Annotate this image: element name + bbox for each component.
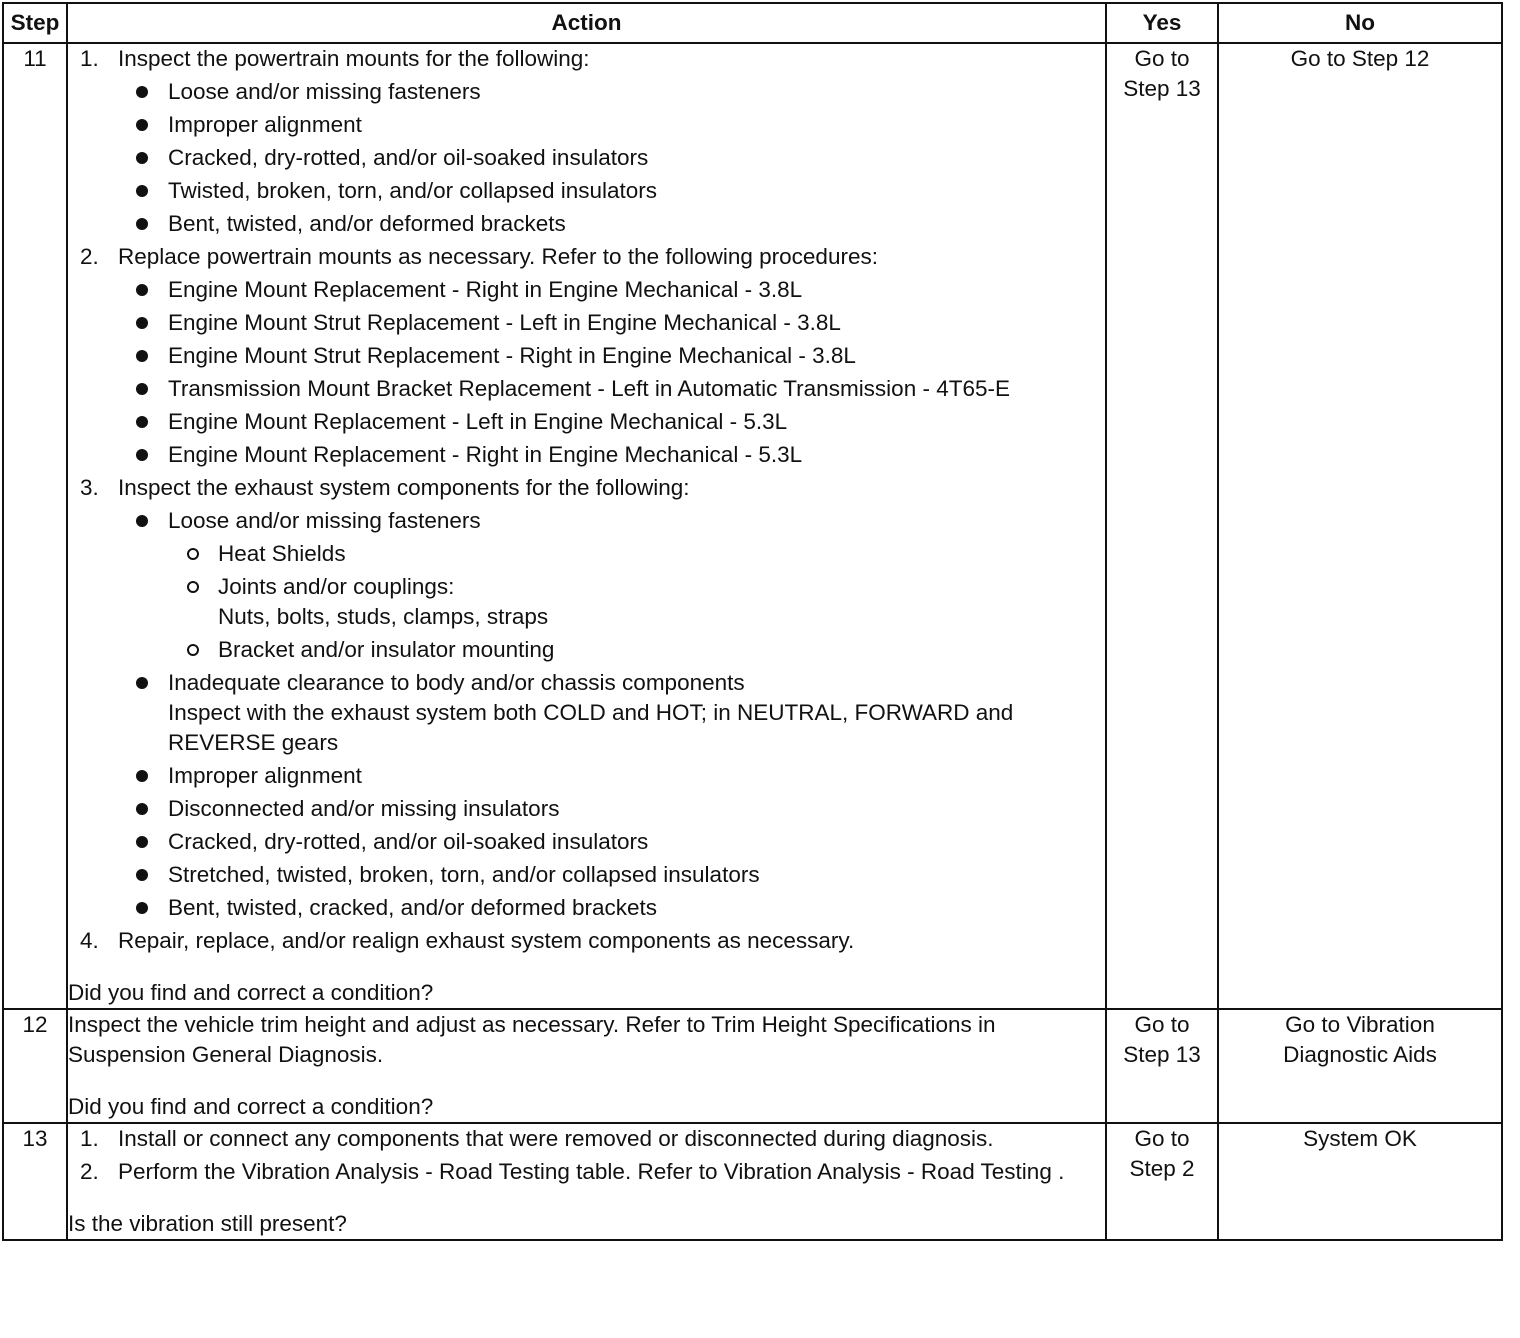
bullet-text: Twisted, broken, torn, and/or collapsed insulators [168,178,658,203]
sub-bullet-item [168,539,1105,569]
yes-line: Step 13 [1123,76,1201,101]
bullet-item [118,794,1105,824]
bullet-item [118,860,1105,890]
item-number: 4. [80,928,99,953]
sub-bullet-icon [187,581,199,593]
bullet-item [118,143,1105,173]
bullet-text: Engine Mount Replacement - Left in Engine Mechanical - 5.3L [168,409,788,434]
bullet-item [118,506,1105,665]
item-text: Inspect the exhaust system components for the following: [118,475,690,500]
bullet-text: Cracked, dry-rotted, and/or oil-soaked insulators [168,145,649,170]
no-line: Go to Vibration [1285,1012,1435,1037]
bullet-item [118,308,1105,338]
bullet-list [118,275,1105,470]
step-number: 12 [3,1009,67,1123]
item-text: Install or connect any components that were removed or disconnected during diagnosis. [118,1126,994,1151]
bullet-icon [136,152,148,164]
header-action: Action [67,3,1106,43]
bullet-item [118,893,1105,923]
bullet-text: Improper alignment [168,763,362,788]
bullet-icon [136,284,148,296]
bullet-text: Loose and/or missing fasteners [168,508,481,533]
bullet-text: Engine Mount Strut Replacement - Right in Engine Mechanical - 3.8L [168,343,856,368]
bullet-item [118,407,1105,437]
bullet-text: Disconnected and/or missing insulators [168,796,560,821]
yes-line: Step 2 [1129,1156,1195,1181]
bullet-item [118,77,1105,107]
bullet-icon [136,218,148,230]
bullet-item [118,440,1105,470]
list-item [68,44,1105,239]
bullet-item [118,761,1105,791]
table-row [3,1123,1502,1240]
action-cell [67,1009,1106,1123]
no-cell[interactable] [1218,1009,1502,1123]
bullet-text: Inadequate clearance to body and/or chassis components [168,670,745,695]
list-item [68,1157,1105,1187]
yes-line: Go to [1134,46,1190,71]
bullet-text: Improper alignment [168,112,362,137]
no-line: System OK [1303,1126,1417,1151]
yes-cell[interactable] [1106,1123,1218,1240]
bullet-icon [136,185,148,197]
bullet-text: Transmission Mount Bracket Replacement - Left in Automatic Transmission - 4T65-E [168,376,1010,401]
item-number: 1. [80,46,99,71]
bullet-text: Engine Mount Strut Replacement - Left in Engine Mechanical - 3.8L [168,310,841,335]
bullet-icon [136,416,148,428]
header-step: Step [3,3,67,43]
step-number: 11 [3,43,67,1009]
item-text: Replace powertrain mounts as necessary. Refer to the following procedures: [118,244,878,269]
bullet-text: Bent, twisted, cracked, and/or deformed brackets [168,895,657,920]
item-number: 2. [80,244,99,269]
no-cell[interactable] [1218,1123,1502,1240]
bullet-list [118,506,1105,923]
list-item [68,1124,1105,1154]
yes-line: Go to [1134,1126,1190,1151]
item-text: Repair, replace, and/or realign exhaust system components as necessary. [118,928,855,953]
yes-line: Go to [1134,1012,1190,1037]
question-text: Did you find and correct a condition? [68,1094,434,1119]
list-item [68,473,1105,923]
action-paragraph: Inspect the vehicle trim height and adjust as necessary. Refer to Trim Height Specifications in Suspension General Diagnosis. [68,1012,996,1067]
sub-bullet-list [168,539,1105,665]
list-item [68,242,1105,470]
header-row [3,3,1502,43]
bullet-detail: Inspect with the exhaust system both COLD and HOT; in NEUTRAL, FORWARD and REVERSE gears [168,700,1014,755]
question-text: Is the vibration still present? [68,1211,347,1236]
bullet-icon [136,770,148,782]
bullet-text: Engine Mount Replacement - Right in Engine Mechanical - 5.3L [168,442,803,467]
bullet-text: Loose and/or missing fasteners [168,79,481,104]
no-line: Diagnostic Aids [1283,1042,1437,1067]
header-no: No [1218,3,1502,43]
bullet-icon [136,86,148,98]
list-item [68,926,1105,956]
bullet-icon [136,350,148,362]
action-cell [67,43,1106,1009]
yes-cell[interactable] [1106,43,1218,1009]
bullet-icon [136,119,148,131]
item-number: 3. [80,475,99,500]
diagnostic-table [2,2,1503,1241]
table-row [3,1009,1502,1123]
bullet-text: Engine Mount Replacement - Right in Engine Mechanical - 3.8L [168,277,803,302]
bullet-item [118,668,1105,758]
item-text: Perform the Vibration Analysis - Road Testing table. Refer to Vibration Analysis - Road Testing . [118,1159,1065,1184]
numbered-list [68,1124,1105,1187]
sub-bullet-text: Heat Shields [218,541,346,566]
bullet-icon [136,449,148,461]
yes-line: Step 13 [1123,1042,1201,1067]
item-number: 2. [80,1159,99,1184]
bullet-text: Stretched, twisted, broken, torn, and/or collapsed insulators [168,862,760,887]
sub-bullet-item [168,635,1105,665]
bullet-icon [136,869,148,881]
sub-bullet-item [168,572,1105,632]
sub-bullet-text: Bracket and/or insulator mounting [218,637,555,662]
bullet-list [118,77,1105,239]
action-cell [67,1123,1106,1240]
sub-bullet-text: Joints and/or couplings: [218,574,455,599]
bullet-item [118,176,1105,206]
numbered-list [68,44,1105,956]
item-text: Inspect the powertrain mounts for the following: [118,46,590,71]
bullet-icon [136,803,148,815]
bullet-icon [136,383,148,395]
bullet-text: Cracked, dry-rotted, and/or oil-soaked insulators [168,829,649,854]
bullet-item [118,110,1105,140]
bullet-icon [136,515,148,527]
bullet-item [118,341,1105,371]
step-number: 13 [3,1123,67,1240]
bullet-icon [136,677,148,689]
sub-bullet-icon [187,644,199,656]
bullet-icon [136,317,148,329]
bullet-item [118,374,1105,404]
bullet-icon [136,836,148,848]
question-text: Did you find and correct a condition? [68,980,434,1005]
item-number: 1. [80,1126,99,1151]
yes-cell[interactable] [1106,1009,1218,1123]
table-row [3,43,1502,1009]
bullet-item [118,275,1105,305]
bullet-item [118,827,1105,857]
no-cell[interactable] [1218,43,1502,1009]
no-line: Go to Step 12 [1290,46,1430,71]
bullet-text: Bent, twisted, and/or deformed brackets [168,211,566,236]
bullet-item [118,209,1105,239]
sub-bullet-icon [187,548,199,560]
sub-bullet-detail: Nuts, bolts, studs, clamps, straps [218,604,549,629]
header-yes: Yes [1106,3,1218,43]
bullet-icon [136,902,148,914]
